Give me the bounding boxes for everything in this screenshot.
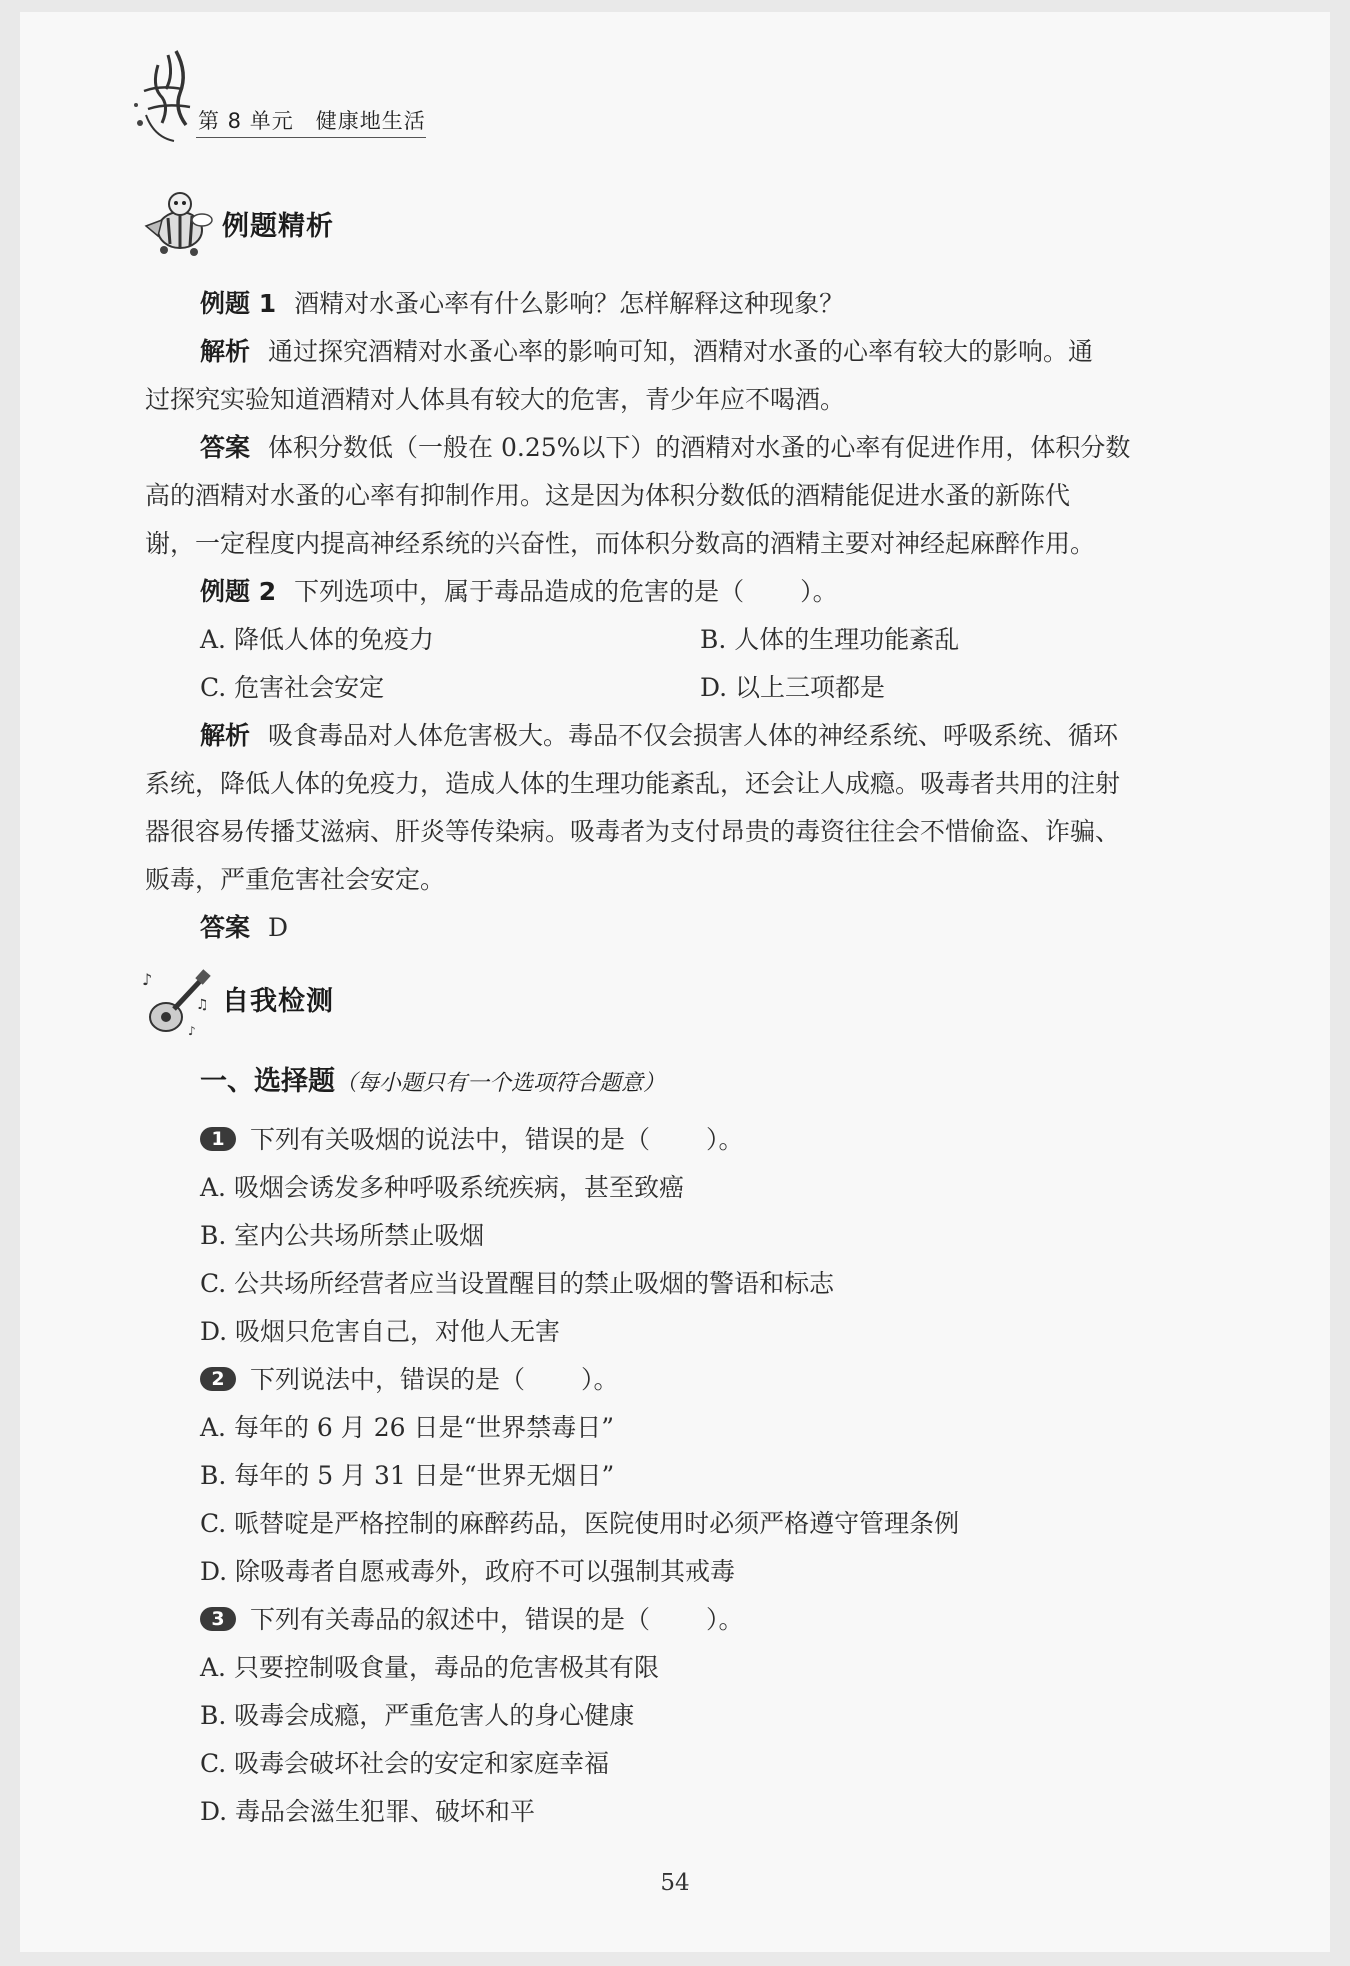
example2-analysis-label: 解析 [200, 721, 251, 750]
question-2-option: D. 除吸毒者自愿戒毒外，政府不可以强制其戒毒 [200, 1557, 736, 1586]
question-3-option: B. 吸毒会成瘾，严重危害人的身心健康 [200, 1701, 635, 1730]
question-number-badge: 3 [200, 1607, 236, 1631]
question-1-text: 下列有关吸烟的说法中，错误的是（ [250, 1125, 651, 1154]
section-heading-examples [140, 190, 440, 260]
question-number-badge: 1 [200, 1127, 236, 1151]
question-2-stem [200, 1363, 619, 1397]
question-3-option: D. 毒品会滋生犯罪、破坏和平 [200, 1797, 536, 1826]
question-1-option: C. 公共场所经营者应当设置醒目的禁止吸烟的警语和标志 [200, 1269, 835, 1298]
example2-analysis-text: 器很容易传播艾滋病、肝炎等传染病。吸毒者为支付昂贵的毒资往往会不惜偷盗、诈骗、 [145, 817, 1121, 846]
example2-option: B. 人体的生理功能紊乱 [700, 625, 960, 654]
example2-question: 下列选项中，属于毒品造成的危害的是（ [294, 577, 745, 606]
bee-mascot-icon [140, 190, 218, 260]
example1-label: 例题 1 [200, 289, 277, 318]
example1-answer-text: 体积分数低（一般在 0.25%以下）的酒精对水蚤的心率有促进作用，体积分数 [268, 433, 1131, 462]
guitar-icon [140, 965, 218, 1043]
unit-title: 健康地生活 [315, 109, 426, 133]
question-number-badge: 2 [200, 1367, 236, 1391]
question-2-option: C. 哌替啶是严格控制的麻醉药品，医院使用时必须严格遵守管理条例 [200, 1509, 960, 1538]
example1-question-line [200, 287, 844, 321]
question-2-option: B. 每年的 5 月 31 日是“世界无烟日” [200, 1461, 615, 1490]
example2-answer-label: 答案 [200, 913, 251, 942]
example2-analysis-line [200, 719, 1118, 753]
example2-option: A. 降低人体的免疫力 [200, 625, 434, 654]
example2-option: D. 以上三项都是 [700, 673, 886, 702]
example1-answer-line [200, 431, 1130, 465]
svg-text:♪: ♪ [188, 1024, 196, 1038]
question-3-option: A. 只要控制吸食量，毒品的危害极其有限 [200, 1653, 659, 1682]
question-3-text: 下列有关毒品的叙述中，错误的是（ [250, 1605, 651, 1634]
svg-text:♫: ♫ [196, 997, 209, 1013]
example2-answer-line [200, 911, 288, 945]
example1-analysis-line [200, 335, 1093, 369]
example2-analysis-text: 系统，降低人体的免疫力，造成人体的生理功能紊乱，还会让人成瘾。吸毒者共用的注射 [145, 769, 1121, 798]
part-title [200, 1064, 665, 1102]
question-1-stem [200, 1123, 744, 1157]
section-title-self-test: 自我检测 [222, 986, 334, 1017]
section-heading-self-test [140, 965, 440, 1038]
question-1-option: B. 室内公共场所禁止吸烟 [200, 1221, 485, 1250]
question-2-option: A. 每年的 6 月 26 日是“世界禁毒日” [200, 1413, 615, 1442]
example1-answer-text: 高的酒精对水蚤的心率有抑制作用。这是因为体积分数低的酒精能促进水蚤的新陈代 [145, 481, 1071, 510]
question-1-option: A. 吸烟会诱发多种呼吸系统疾病，甚至致癌 [200, 1173, 684, 1202]
question-2-end: ）。 [581, 1365, 619, 1394]
example2-label: 例题 2 [200, 577, 277, 606]
example1-analysis-label: 解析 [200, 337, 251, 366]
example2-answer: D [268, 913, 289, 942]
question-3-option: C. 吸毒会破坏社会的安定和家庭幸福 [200, 1749, 610, 1778]
part-title-note: （每小题只有一个选项符合题意） [335, 1071, 666, 1096]
example2-option: C. 危害社会安定 [200, 673, 385, 702]
example2-question-end: ）。 [800, 577, 838, 606]
question-1-end: ）。 [706, 1125, 744, 1154]
example1-answer-text: 谢，一定程度内提高神经系统的兴奋性，而体积分数高的酒精主要对神经起麻醉作用。 [145, 529, 1096, 558]
example1-answer-label: 答案 [200, 433, 251, 462]
unit-number: 第 8 单元 [198, 109, 294, 133]
header-underline [196, 137, 426, 138]
question-1-option: D. 吸烟只危害自己，对他人无害 [200, 1317, 561, 1346]
question-3-end: ）。 [706, 1605, 744, 1634]
example2-analysis-text: 吸食毒品对人体危害极大。毒品不仅会损害人体的神经系统、呼吸系统、循环 [268, 721, 1119, 750]
section-title-examples: 例题精析 [222, 211, 334, 242]
question-2-text: 下列说法中，错误的是（ [250, 1365, 526, 1394]
unit-header [130, 45, 470, 145]
example2-analysis-text: 贩毒，严重危害社会安定。 [145, 865, 446, 894]
example2-question-line [200, 575, 838, 609]
part-title-text: 一、选择题 [200, 1066, 335, 1097]
svg-text:♪: ♪ [142, 970, 153, 989]
question-3-stem [200, 1603, 744, 1637]
example1-analysis-text: 过探究实验知道酒精对人体具有较大的危害，青少年应不喝酒。 [145, 385, 846, 414]
example1-analysis-text: 通过探究酒精对水蚤心率的影响可知，酒精对水蚤的心率有较大的影响。通 [268, 337, 1094, 366]
page-number: 54 [660, 1870, 690, 1896]
example1-question: 酒精对水蚤心率有什么影响？怎样解释这种现象？ [294, 289, 845, 318]
